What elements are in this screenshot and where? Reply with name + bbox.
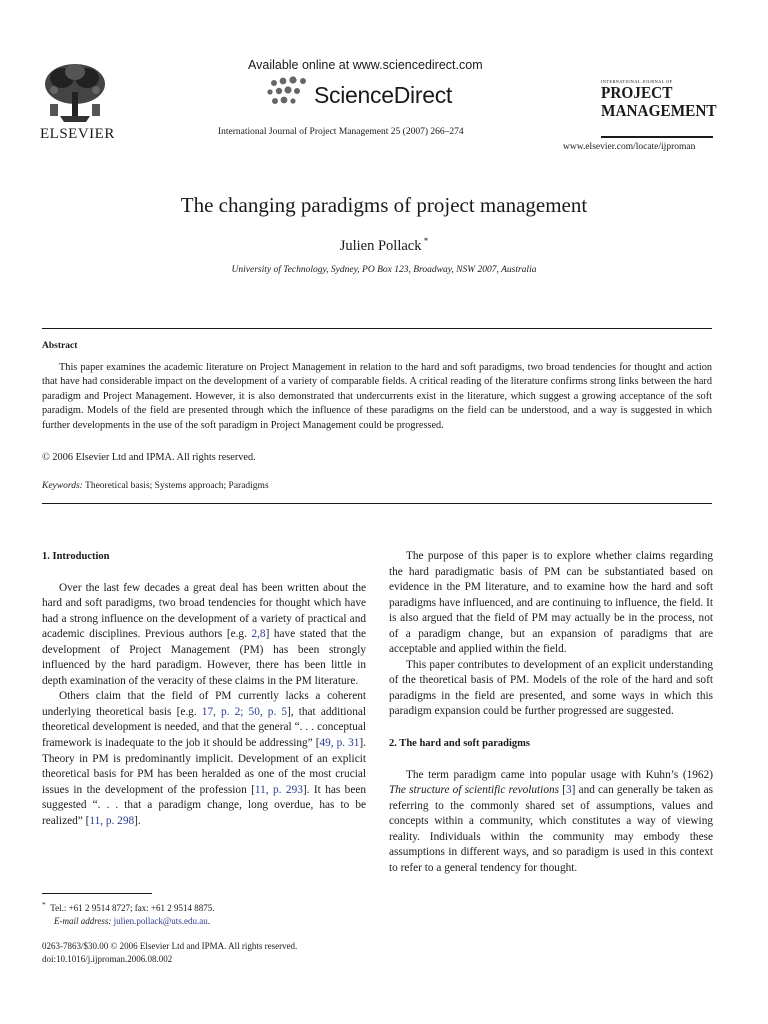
footnote-mark: * [42, 900, 46, 909]
sciencedirect-wordmark: ScienceDirect [314, 82, 452, 108]
publication-info [42, 940, 297, 966]
paradigm-paragraph: The term paradigm came into popular usage with Kuhn’s (1962) The structure of scientific revolutions [3] and can generally be taken as referring to the commonly shared set of assumptions, values and concepts within a community, which constitutes a way of viewing reality. Individuals within the community may embody these assumptions in different ways, and so paradigm is used in this context to refer to a general tendency for thought. [389, 768, 714, 874]
text-span: ]. It has been suggested “. . . that a paradigm change, long overdue, has to be realized” [ [42, 783, 367, 827]
footnote-rule [42, 893, 152, 894]
keywords-list: Theoretical basis; Systems approach; Paradigms [82, 481, 269, 491]
journal-citation: International Journal of Project Management 25 (2007) 266–274 [218, 127, 464, 137]
publisher-name: ELSEVIER [40, 126, 115, 142]
keywords-line [42, 481, 269, 491]
author-name[interactable]: Julien Pollack [339, 237, 422, 254]
section-heading-paradigms: 2. The hard and soft paradigms [389, 738, 531, 750]
citation-link[interactable]: 3 [565, 784, 572, 797]
journal-name-line-2: MANAGEMENT [601, 101, 717, 120]
citation-link[interactable]: 17, p. 2; 50, p. 5 [201, 705, 288, 718]
text-span: ]. [134, 814, 141, 827]
journal-name-line-1: PROJECT [601, 83, 673, 102]
elsevier-tree-logo [40, 62, 110, 124]
text-span: ]. Theory in PM is predominantly implicit. Development of an explicit theoretical basis for PM has been heralded as one of the most crucial issues in the development of the profession [ [42, 737, 366, 796]
text-span: . [207, 916, 210, 926]
abstract-top-rule [42, 328, 712, 329]
author-footnote-mark[interactable]: * [421, 236, 429, 246]
right-column [389, 549, 713, 876]
text-span: Over the last few decades a great deal has been written about the hard and soft paradigms, two broad tendencies for thought which have had a strong influence on the development of a variety of practical and academic disciplines. Previous authors [e.g. [42, 581, 366, 641]
text-span: The term paradigm came into popular usage with Kuhn’s (1962) [406, 768, 713, 781]
email-link[interactable]: julien.pollack@uts.edu.au [113, 916, 208, 926]
abstract-copyright: © 2006 Elsevier Ltd and IPMA. All rights reserved. [42, 452, 256, 463]
citation-link[interactable]: 2,8 [251, 628, 266, 641]
article-author [0, 236, 768, 255]
book-title: The structure of scientific revolutions [389, 784, 560, 797]
sciencedirect-dots-icon [266, 75, 312, 109]
contribution-paragraph: This paper contributes to development of an explicit understanding of the theoretical basis of PM. Models of the role of the hard and soft paradigms in the field are presented, and some ways in which this paradigm expansion could be further progressed are suggested. [389, 658, 713, 718]
citation-link[interactable]: 11, p. 298 [89, 814, 135, 827]
available-online-text[interactable]: Available online at www.sciencedirect.com [248, 58, 483, 72]
doi-line[interactable]: doi:10.1016/j.ijproman.2006.08.002 [42, 954, 173, 964]
footnote-contact: Tel.: +61 2 9514 8727; fax: +61 2 9514 8875. [50, 903, 215, 913]
article-title: The changing paradigms of project management [180, 193, 588, 217]
text-span: ] have stated that the development of Project Management (PM) has been strongly influenced by the hard paradigm. However, there has been little in depth examination of the veracity of these claims in the PM literature. [42, 628, 366, 687]
abstract-bottom-rule [42, 503, 712, 504]
keywords-label: Keywords: [42, 481, 83, 491]
text-span: ], that additional theoretical development is needed, and that the general “. . . conceptual framework is inadequate to the job it should be addressing” [ [42, 705, 367, 750]
author-affiliation: University of Technology, Sydney, PO Box 123, Broadway, NSW 2007, Australia [231, 265, 537, 275]
journal-small-caption: INTERNATIONAL JOURNAL OF [601, 79, 673, 84]
left-column [42, 549, 366, 829]
citation-link[interactable]: 11, p. 293 [254, 783, 303, 796]
email-label: E-mail address: [54, 916, 112, 926]
intro-paragraph-2 [42, 689, 366, 829]
author-footnote [42, 898, 215, 928]
text-span: and can generally be taken as referring to the commonly shared set of assumptions, values and concepts within a community, which constitutes a way of viewing reality. Individuals within the community may embody these assumptions in different ways, and so paradigm is used in this context to refer to a general tendency for thought. [389, 784, 714, 874]
issn-line: 0263-7863/$30.00 © 2006 Elsevier Ltd and IPMA. All rights reserved. [42, 941, 298, 951]
journal-logo-rule [601, 136, 713, 138]
journal-url[interactable]: www.elsevier.com/locate/ijproman [563, 142, 696, 152]
intro-paragraph-1 [42, 581, 366, 690]
abstract-heading: Abstract [42, 341, 78, 351]
purpose-paragraph: The purpose of this paper is to explore whether claims regarding the hard paradigmatic basis of PM can be substantiated based on evidence in the PM literature, and to examine how the hard and soft paradigms have influenced, and are continuing to influence, the field. It is also argued that the field of PM may actually be in the process, not of a paradigm change, but an expansion of paradigms that are acceptable and applied within the field. [389, 550, 713, 656]
abstract-paragraph: This paper examines the academic literature on Project Management in relation to the hard and soft paradigms, two broad tendencies for thought and action that have had considerable impact on the development of a variety of comparable fields. A critical reading of the literature confirms strong links between the hard paradigm and Project Management. However, it is also demonstrated that undercurrents exist in the literature, which suggest a growing acceptance of the soft paradigm. Models of the field are presented through which the influence of these paradigms on the field can be understood, and a way is suggested in which further developments in the use of the soft paradigm in Project Management could be progressed. [42, 362, 712, 431]
section-heading-introduction: 1. Introduction [42, 551, 110, 562]
abstract-body [42, 361, 712, 433]
citation-link[interactable]: 49, p. 31 [319, 737, 360, 750]
text-span: Others claim that the field of PM currently lacks a coherent underlying theoretical basis [e.g. [42, 690, 366, 718]
